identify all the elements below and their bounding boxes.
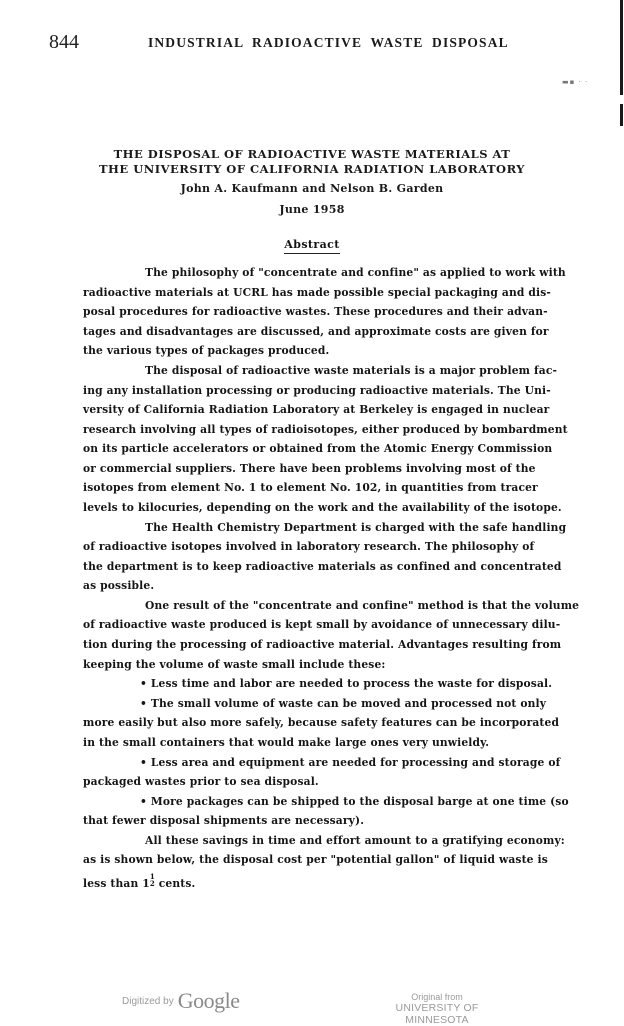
scan-edge-line [620,104,623,126]
bullet-item-line: • More packages can be shipped to the disposal barge at one time (so [140,794,569,808]
body-line: keeping the volume of waste small include these: [83,657,386,671]
bullet-item-line: • Less area and equipment are needed for processing and storage of [140,755,561,769]
digitized-by-google [122,988,239,1014]
article-authors: John A. Kaufmann and Nelson B. Garden [180,182,444,195]
page-number: 844 [49,31,79,53]
body-line: The Health Chemistry Department is charged with the safe handling [145,520,567,534]
body-line: the department is to keep radioactive materials as confined and concentrated [83,559,562,573]
body-line: as is shown below, the disposal cost per "potential gallon" of liquid waste is [83,853,548,867]
body-line: isotopes from element No. 1 to element No. 102, in quantities from tracer [83,481,538,495]
running-title: INDUSTRIAL RADIOACTIVE WASTE DISPOSAL [148,35,509,50]
body-line: in the small containers that would make large ones very unwieldy. [83,735,490,749]
abstract-heading-text: Abstract [284,238,339,254]
body-line: of radioactive waste produced is kept small by avoidance of unnecessary dilu- [83,618,561,632]
body-line: One result of the "concentrate and confine" method is that the volume [145,598,580,612]
last-line-text: less than 1 [83,877,150,890]
body-line: research involving all types of radioisotopes, either produced by bombardment [83,422,568,436]
body-line: All these savings in time and effort amount to a gratifying economy: [145,833,565,847]
body-line: of radioactive isotopes involved in laboratory research. The philosophy of [83,540,535,554]
last-line-suffix: cents. [154,877,196,890]
body-line: the various types of packages produced. [83,344,330,358]
article-title-line-2: THE UNIVERSITY OF CALIFORNIA RADIATION LABORATORY [99,162,525,176]
body-line: tages and disadvantages are discussed, and approximate costs are given for [83,324,549,338]
body-line: posal procedures for radioactive wastes. These procedures and their advan- [83,305,548,319]
fraction-numerator: 1 [149,872,155,881]
article-title-line-1: THE DISPOSAL OF RADIOACTIVE WASTE MATERIALS AT [113,147,511,161]
bullet-item-line: • Less time and labor are needed to process the waste for disposal. [140,677,553,691]
google-logo: Google [177,988,240,1013]
body-line: packaged wastes prior to sea disposal. [83,775,319,789]
body-line: or commercial suppliers. There have been problems involving most of the [83,461,536,475]
body-line: ing any installation processing or producing radioactive materials. The Uni- [83,383,551,397]
body-line: as possible. [83,579,155,593]
original-from-label: Original from [411,992,463,1002]
original-from [366,992,508,1026]
fraction-denominator: 2 [149,879,155,888]
body-line: levels to kilocuries, depending on the work and the availability of the isotope. [83,501,562,514]
body-line: The philosophy of "concentrate and confine" as applied to work with [145,266,566,279]
body-line: The disposal of radioactive waste materials is a major problem fac- [145,363,558,377]
scan-edge-line [620,0,623,95]
scan-specks: ▬▪ · · [562,78,589,86]
article-date: June 1958 [279,203,345,216]
body-line: more easily but also more safely, because safety features can be incorporated [83,716,560,730]
bullet-item-line: • The small volume of waste can be moved and processed not only [140,696,547,710]
abstract-heading [0,235,624,253]
digitized-by-label: Digitized by [122,996,174,1007]
body-line: that fewer disposal shipments are necessary). [83,814,365,828]
body-line [83,873,195,890]
university-name: UNIVERSITY OF MINNESOTA [395,1002,479,1026]
body-line: on its particle accelerators or obtained from the Atomic Energy Commission [83,442,553,456]
body-line: radioactive materials at UCRL has made possible special packaging and dis- [83,285,551,299]
body-line: versity of California Radiation Laboratory at Berkeley is engaged in nuclear [83,403,550,417]
body-line: tion during the processing of radioactive material. Advantages resulting from [83,638,562,651]
